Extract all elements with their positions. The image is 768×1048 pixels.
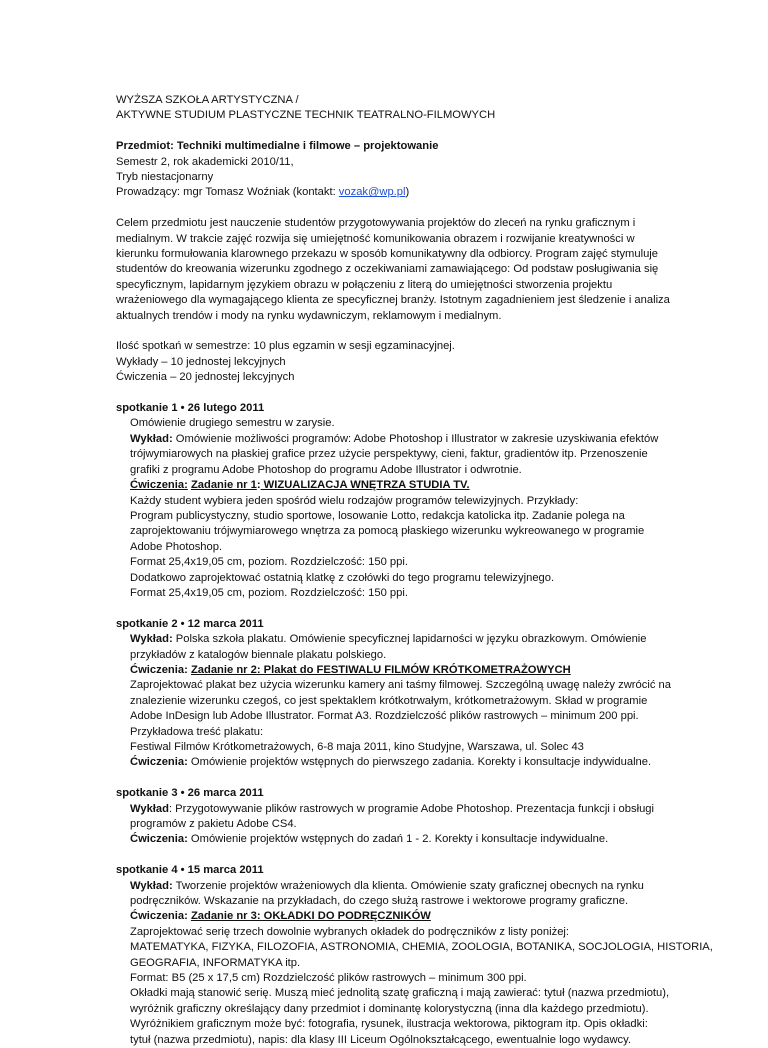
exercise-line: [130, 478, 696, 493]
task-title: Zadanie nr 2: Plakat do FESTIWALU FILMÓW KRÓTKOMETRAŻOWYCH: [190, 663, 571, 676]
lecture-line: [130, 432, 696, 447]
meeting-text: podręczników. Wskazanie na przykładach, do czego służą rastrowe i wektorowe programy graficzne.: [130, 895, 629, 908]
meeting-text: wyróżnik graficzny określający dany przedmiot i dominantę kolorystyczną (inna dla każdego przedmiotu).: [130, 1002, 649, 1015]
header-line-2: AKTYWNE STUDIUM PLASTYCZNE TECHNIK TEATRALNO-FILMOWYCH: [116, 109, 496, 122]
teacher-text: Prowadzący: mgr Tomasz Woźniak (kontakt:: [116, 186, 339, 199]
intro-paragraph: [116, 216, 696, 324]
meeting-text: Dodatkowo zaprojektować ostatnią klatkę z czołówki do tego programu telewizyjnego.: [130, 571, 555, 584]
meeting-text: Każdy student wybiera jeden spośród wielu rodzajów programów telewizyjnych. Przykłady:: [130, 494, 579, 507]
meeting-text: Przykładowa treść plakatu:: [130, 725, 264, 738]
meeting-text: GEOGRAFIA, INFORMATYKA itp.: [130, 956, 301, 969]
semester-info: Semestr 2, rok akademicki 2010/11,: [116, 155, 294, 168]
intro-line: kierunku formułowania klarownego przekazu w sposób komunikatywny dla odbiorcy. Program zajęć stymuluje: [116, 248, 659, 261]
meeting-text: Format 25,4x19,05 cm, poziom. Rozdzielczość: 150 ppi.: [130, 556, 408, 569]
meeting-text: Zaprojektować serię trzech dowolnie wybranych okładek do podręczników z listy poniżej:: [130, 925, 570, 938]
meeting-text: Festiwal Filmów Krótkometrażowych, 6-8 maja 2011, kino Studyjne, Warszawa, ul. Solec 43: [130, 740, 584, 753]
intro-line: aktualnych trendów i mody na rynku wydawniczym, reklamowym i medialnym.: [116, 309, 502, 322]
meeting-text: przykładów z katalogów biennale plakatu polskiego.: [130, 648, 387, 661]
meeting-4: [116, 863, 713, 1048]
intro-line: specyficznym, lapidarnym językiem obrazu w połączeniu z literą do umiejętności stworzenia projektu: [116, 278, 613, 291]
hours-block: [116, 339, 696, 385]
hours-line: Ćwiczenia – 20 jednostej lekcyjnych: [116, 371, 295, 384]
intro-line: studentów do kreowania wizerunku zgodnego z oczekiwaniami zamawiającego: Od podstaw posługiwania się: [116, 263, 659, 276]
meeting-text: znalezienie wizerunku czegoś, co jest spektaklem krótkotrwałym, krótkometrażowym. Skład w programie: [130, 694, 648, 707]
lecture-label: Wykład: [130, 802, 169, 815]
exercise-line: [130, 832, 696, 847]
lecture-text: Tworzenie projektów wrażeniowych dla klienta. Omówienie szaty graficznej obecnych na rynku: [172, 879, 644, 892]
exercise-label: Ćwiczenia:: [130, 479, 188, 492]
meeting-3: [116, 786, 696, 848]
exercise-line: [130, 755, 696, 770]
meeting-text: grafiki z programu Adobe Photoshop do programu Adobe Illustrator i odwrotnie.: [130, 463, 522, 476]
meeting-heading: spotkanie 4 • 15 marca 2011: [116, 864, 264, 877]
hours-line: Ilość spotkań w semestrze: 10 plus egzamin w sesji egzaminacyjnej.: [116, 340, 455, 353]
document-page: [116, 93, 713, 1048]
intro-line: medialnym. W trakcie zajęć rozwija się umiejętność komunikowania obrazem i rozwijanie kreatywności w: [116, 232, 635, 245]
task-title: WIZUALIZACJA WNĘTRZA STUDIA TV.: [260, 479, 470, 492]
meeting-text: trójwymiarowych na płaskiej grafice przez użycie perspektywy, cieni, faktur, gradientów itp. Przenoszenie: [130, 448, 648, 461]
meeting-text: Wyróżnikiem graficznym może być: fotografia, rysunek, ilustracja wektorowa, piktogram itp. Opis okładki:: [130, 1018, 648, 1031]
task-title: Zadanie nr 3: OKŁADKI DO PODRĘCZNIKÓW: [190, 910, 431, 923]
meeting-text: Adobe InDesign lub Adobe Illustrator. Format A3. Rozdzielczość plików rastrowych – minimum 200 ppi.: [130, 710, 639, 723]
exercise-text: Omówienie projektów wstępnych do zadań 1 - 2. Korekty i konsultacje indywidualne.: [187, 833, 609, 846]
header-line-1: WYŻSZA SZKOŁA ARTYSTYCZNA /: [116, 94, 299, 106]
exercise-label: Ćwiczenia:: [130, 663, 188, 676]
teacher-suffix: ): [405, 186, 410, 199]
lecture-label: Wykład:: [130, 432, 173, 445]
meeting-text: tytuł (nazwa przedmiotu), napis: dla klasy III Liceum Ogólnokształcącego, ewentualnie logo wydawcy.: [130, 1033, 631, 1046]
lecture-label: Wykład:: [130, 633, 173, 646]
exercise-text: Omówienie projektów wstępnych do pierwszego zadania. Korekty i konsultacje indywidualne.: [187, 756, 652, 769]
meeting-text: Format: B5 (25 x 17,5 cm) Rozdzielczość plików rastrowych – minimum 300 ppi.: [130, 972, 527, 985]
exercise-line: [130, 663, 696, 678]
lecture-text: Polska szkoła plakatu. Omówienie specyficznej lapidarności w języku obrazkowym. Omówienie: [172, 633, 647, 646]
lecture-line: [130, 802, 696, 817]
meeting-2: [116, 617, 696, 771]
lecture-line: [130, 879, 696, 894]
meeting-heading: spotkanie 2 • 12 marca 2011: [116, 617, 264, 630]
exercise-label: Ćwiczenia:: [130, 756, 188, 769]
meeting-text: Adobe Photoshop.: [130, 540, 223, 553]
meeting-text: Okładki mają stanowić serię. Muszą mieć jednolitą szatę graficzną i mają zawierać: tytuł (nazwa przedmiotu),: [130, 987, 670, 1000]
meeting-heading: spotkanie 1 • 26 lutego 2011: [116, 402, 265, 415]
exercise-label: Ćwiczenia:: [130, 833, 188, 846]
teacher-line: [116, 185, 696, 200]
exercise-line: [130, 909, 696, 924]
meeting-heading: spotkanie 3 • 26 marca 2011: [116, 787, 264, 800]
exercise-label: Ćwiczenia:: [130, 910, 188, 923]
lecture-line: [130, 632, 696, 647]
meeting-1: [116, 401, 696, 601]
meeting-text: MATEMATYKA, FIZYKA, FILOZOFIA, ASTRONOMIA, CHEMIA, ZOOLOGIA, BOTANIKA, SOCJOLOGIA, HISTORIA,: [130, 941, 713, 954]
task-number: Zadanie nr 1: [190, 479, 257, 492]
lecture-text: Omówienie możliwości programów: Adobe Photoshop i Illustrator w zakresie uzyskiwania efektów: [172, 432, 659, 445]
meeting-text: Format 25,4x19,05 cm, poziom. Rozdzielczość: 150 ppi.: [130, 586, 408, 599]
email-link[interactable]: vozak@wp.pl: [338, 186, 406, 199]
meeting-text: programów z pakietu Adobe CS4.: [130, 818, 297, 830]
meeting-text: Program publicystyczny, studio sportowe, losowanie Lotto, redakcja katolicka itp. Zadanie polega na: [130, 509, 625, 522]
meeting-text: Omówienie drugiego semestru w zarysie.: [130, 417, 335, 430]
lecture-text: : Przygotowywanie plików rastrowych w programie Adobe Photoshop. Prezentacja funkcji i obsługi: [168, 802, 655, 815]
intro-line: wrażeniowego dla wymagającego klienta ze specyficznej branży. Istotnym zagadnieniem jest śledzenie i analiza: [116, 294, 670, 307]
task-colon: :: [256, 479, 261, 492]
meeting-text: zaprojektowaniu trójwymiarowego wnętrza za pomocą płaskiego wizerunku wykreowanego w programie: [130, 525, 645, 538]
subject-title: Przedmiot: Techniki multimedialne i filmowe – projektowanie: [116, 140, 439, 153]
lecture-label: Wykład:: [130, 879, 173, 892]
meeting-text: Zaprojektować plakat bez użycia wizerunku kamery ani taśmy filmowej. Szczególną uwagę należy zwrócić na: [130, 679, 671, 692]
hours-line: Wykłady – 10 jednostej lekcyjnych: [116, 355, 286, 368]
intro-line: Celem przedmiotu jest nauczenie studentów przygotowywania projektów do zleceń na rynku graficznym i: [116, 217, 636, 230]
study-mode: Tryb niestacjonarny: [116, 171, 214, 184]
